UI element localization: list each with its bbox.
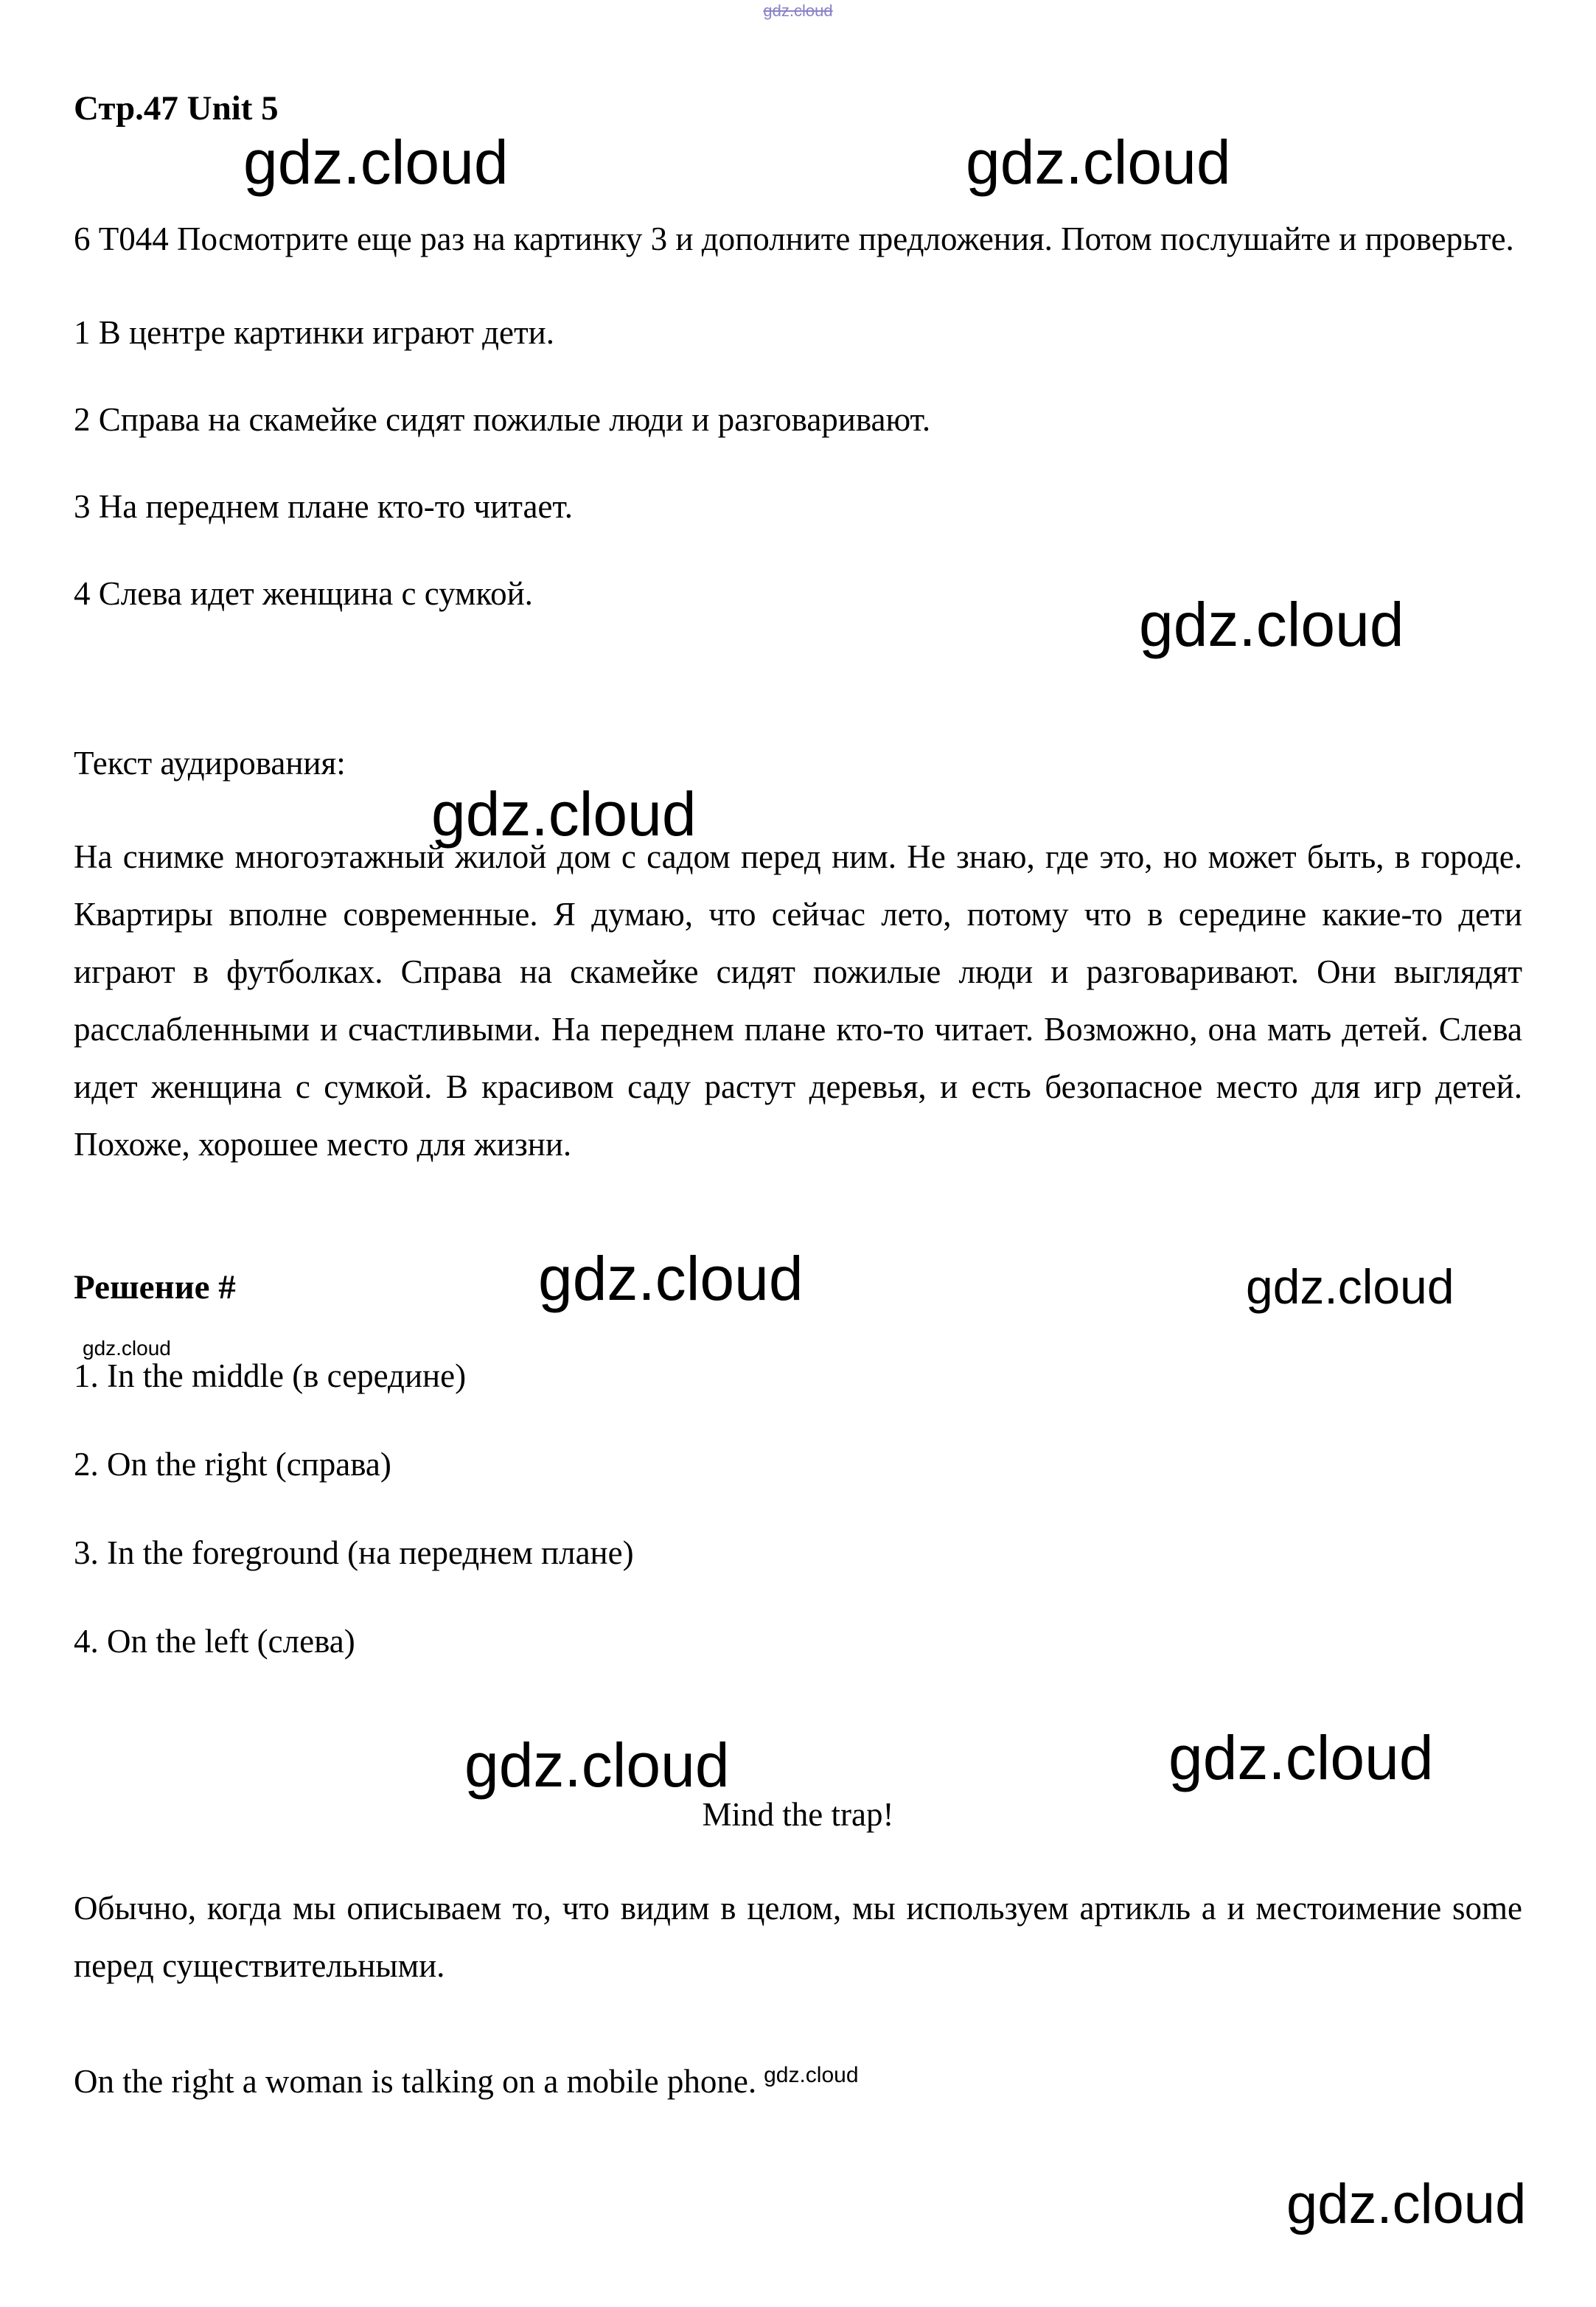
example-sentence bbox=[74, 2053, 1522, 2104]
answer-3: 3. In the foreground (на переднем плане) bbox=[74, 1534, 634, 1571]
answer-2: 2. On the right (справа) bbox=[74, 1446, 391, 1483]
watermark-top: gdz.cloud bbox=[763, 1, 833, 20]
watermark-gdzcloud-6: gdz.cloud bbox=[1246, 1259, 1454, 1314]
audio-transcript-label: Текст аудирования: bbox=[74, 745, 346, 782]
sentence-4: 4 Слева идет женщина с сумкой. bbox=[74, 575, 533, 612]
answer-4: 4. On the left (слева) bbox=[74, 1623, 355, 1660]
example-sentence-text: On the right a woman is talking on a mobile phone. bbox=[74, 2063, 757, 2100]
trap-explanation-text: Обычно, когда мы описываем то, что видим в целом, мы используем артикль a и местоимение some перед существительными. bbox=[74, 1890, 1522, 1984]
sentence-1: 1 В центре картинки играют дети. bbox=[74, 314, 554, 351]
task-text: 6 Т044 Посмотрите еще раз на картинку 3 и дополните предложения. Потом послушайте и проверьте. bbox=[74, 220, 1514, 257]
sentence-3: 3 На переднем плане кто-то читает. bbox=[74, 488, 573, 525]
page-header: Стр.47 Unit 5 bbox=[74, 89, 279, 128]
watermark-gdzcloud-10: gdz.cloud bbox=[1286, 2173, 1527, 2235]
watermark-gdzcloud-8: gdz.cloud bbox=[464, 1730, 730, 1800]
watermark-gdzcloud-5: gdz.cloud bbox=[538, 1244, 804, 1313]
watermark-gdzcloud-4: gdz.cloud bbox=[431, 779, 697, 849]
answer-1: 1. In the middle (в середине) bbox=[74, 1357, 467, 1394]
watermark-gdzcloud-1: gdz.cloud bbox=[243, 128, 509, 197]
solution-header: Решение # bbox=[74, 1268, 236, 1306]
sentence-2: 2 Справа на скамейке сидят пожилые люди и разговаривают. bbox=[74, 401, 931, 438]
mind-the-trap-header: Mind the trap! bbox=[702, 1796, 894, 1833]
watermark-gdzcloud-7: gdz.cloud bbox=[83, 1337, 171, 1360]
watermark-gdzcloud-2: gdz.cloud bbox=[966, 128, 1231, 197]
watermark-gdzcloud-inline: gdz.cloud bbox=[764, 2063, 859, 2087]
audio-transcript-text: На снимке многоэтажный жилой дом с садом перед ним. Не знаю, где это, но может быть, в городе. Квартиры вполне современные. Я думаю, что сейчас лето, потому что в середине какие-то дети играют в футболках. Справа на скамейке сидят пожилые люди и разговаривают. Они выглядят расслабленными и счастливыми. На переднем плане кто-то читает. Возможно, она мать детей. Слева идет женщина с сумкой. В красивом саду растут деревья, и есть безопасное место для игр детей. Похоже, хорошее место для жизни. bbox=[74, 838, 1522, 1163]
watermark-gdzcloud-9: gdz.cloud bbox=[1168, 1723, 1434, 1792]
watermark-gdzcloud-3: gdz.cloud bbox=[1139, 590, 1404, 659]
